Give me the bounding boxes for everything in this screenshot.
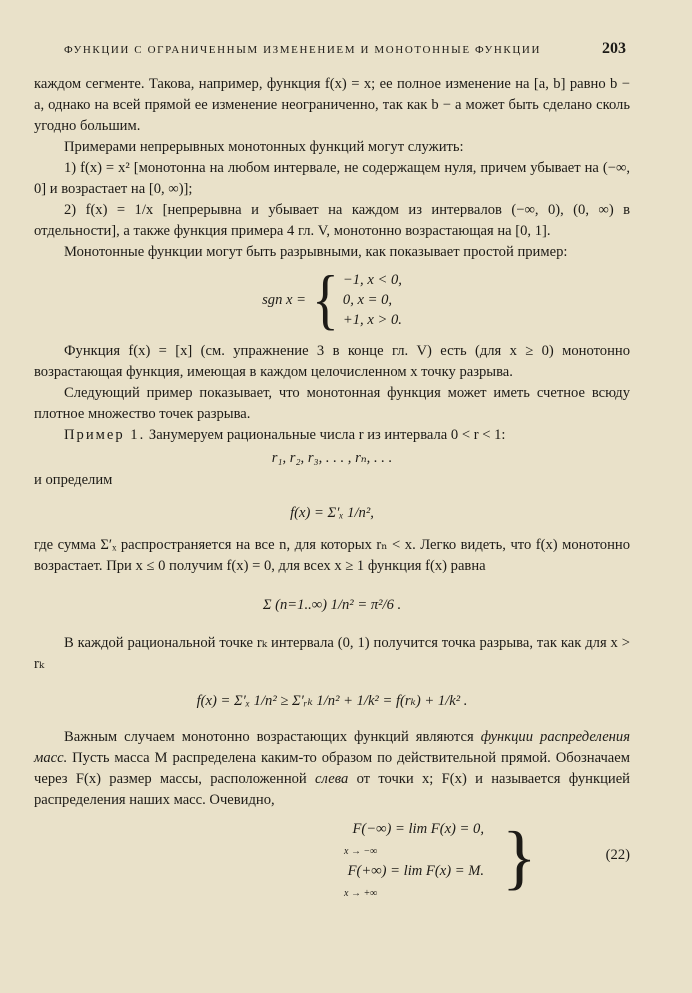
discontinuity-formula: f(x) = Σ′ₓ 1/n² ≥ Σ′ᵣₖ 1/n² + 1/k² = f(rₖ) + 1/k² . (196, 693, 468, 709)
paragraph-6: Функция f(x) = [x] (см. упражнение 3 в конце гл. V) есть (для x ≥ 0) монотонно возрастающая функция, имеющая в каждом целочисленном x точку разрыва. (34, 343, 630, 380)
running-title: ФУНКЦИИ С ОГРАНИЧЕННЫМ ИЗМЕНЕНИЕМ И МОНОТОННЫЕ ФУНКЦИИ (64, 44, 541, 56)
equation-number: (22) (605, 847, 630, 863)
rational-sequence: r₁, r₂, r₃, . . . , rₙ, . . . (271, 450, 393, 466)
paragraph-9: и определим (34, 472, 113, 488)
paragraph-3: 1) f(x) = x² [монотонна на любом интервале, не содержащем нуля, причем убывает на (−∞, 0] и возрастает на [0, ∞)]; (34, 160, 630, 197)
basel-sum-formula: Σ (n=1..∞) 1/n² = π²/6 . (262, 597, 402, 613)
paragraph-1: каждом сегменте. Такова, например, функция f(x) = x; ее полное изменение на [a, b] равно b − a, однако на всей прямой ее изменение неограниченно, так как b − a может быть сделано сколь угодно большим. (34, 76, 630, 134)
limit-plus-infinity: F(+∞) = lim F(x) = M. (347, 863, 484, 879)
paragraph-7: Следующий пример показывает, что монотонная функция может иметь счетное всюду плотное множество точек разрыва. (34, 385, 630, 422)
p12-part-a: Важным случаем монотонно возрастающих функций являются (64, 729, 481, 745)
limit-minus-subscript: x → −∞ (344, 846, 378, 857)
paragraph-8 (34, 425, 630, 446)
limit-plus-subscript: x → +∞ (344, 888, 378, 899)
paragraph-5: Монотонные функции могут быть разрывными, как показывает простой пример: (64, 244, 568, 260)
page-body (34, 74, 630, 905)
left-term: слева (315, 771, 349, 787)
left-brace: { (312, 262, 339, 338)
right-brace: } (502, 817, 537, 897)
sgn-case-negative: −1, x < 0, (342, 272, 402, 288)
p12-part-b: Пусть масса M распределена каким-то образом по действительной прямой. Обозначаем через F(x) размер массы, расположенной (34, 750, 630, 787)
mass-distribution-term: функции распределения масс. (34, 729, 630, 766)
page-header (64, 40, 626, 58)
example-label: Пример 1. (64, 427, 146, 443)
sgn-lhs: sgn x = (262, 291, 306, 308)
paragraph-10: где сумма Σ′ₓ распространяется на все n, для которых rₙ < x. Легко видеть, что f(x) монотонно возрастает. При x ≤ 0 получим f(x) = 0, для всех x ≥ 1 функция f(x) равна (34, 537, 630, 574)
example-text: Занумеруем рациональные числа r из интервала 0 < r < 1: (145, 427, 506, 443)
p12-part-c: от точки x; F(x) и называется функцией распределения наших масс. Очевидно, (34, 771, 630, 808)
sgn-case-positive: +1, x > 0. (342, 312, 402, 328)
fx-definition-formula: f(x) = Σ′ₓ 1/n², (290, 505, 374, 521)
paragraph-11: В каждой рациональной точке rₖ интервала (0, 1) получится точка разрыва, так как для x > rₖ (34, 635, 630, 672)
limits-equation-block (34, 819, 630, 905)
paragraph-2: Примерами непрерывных монотонных функций могут служить: (64, 139, 464, 155)
sgn-case-zero: 0, x = 0, (342, 292, 393, 308)
page-number: 203 (602, 40, 626, 57)
sgn-definition (34, 262, 630, 338)
paragraph-4: 2) f(x) = 1/x [непрерывна и убывает на каждом из интервалов (−∞, 0), (0, ∞) в отдельности], а также функция примера 4 гл. V, монотонно возрастающая на [0, 1]. (34, 202, 630, 239)
paragraph-12 (34, 727, 630, 811)
limit-minus-infinity: F(−∞) = lim F(x) = 0, (352, 821, 484, 837)
sgn-cases (343, 270, 402, 330)
